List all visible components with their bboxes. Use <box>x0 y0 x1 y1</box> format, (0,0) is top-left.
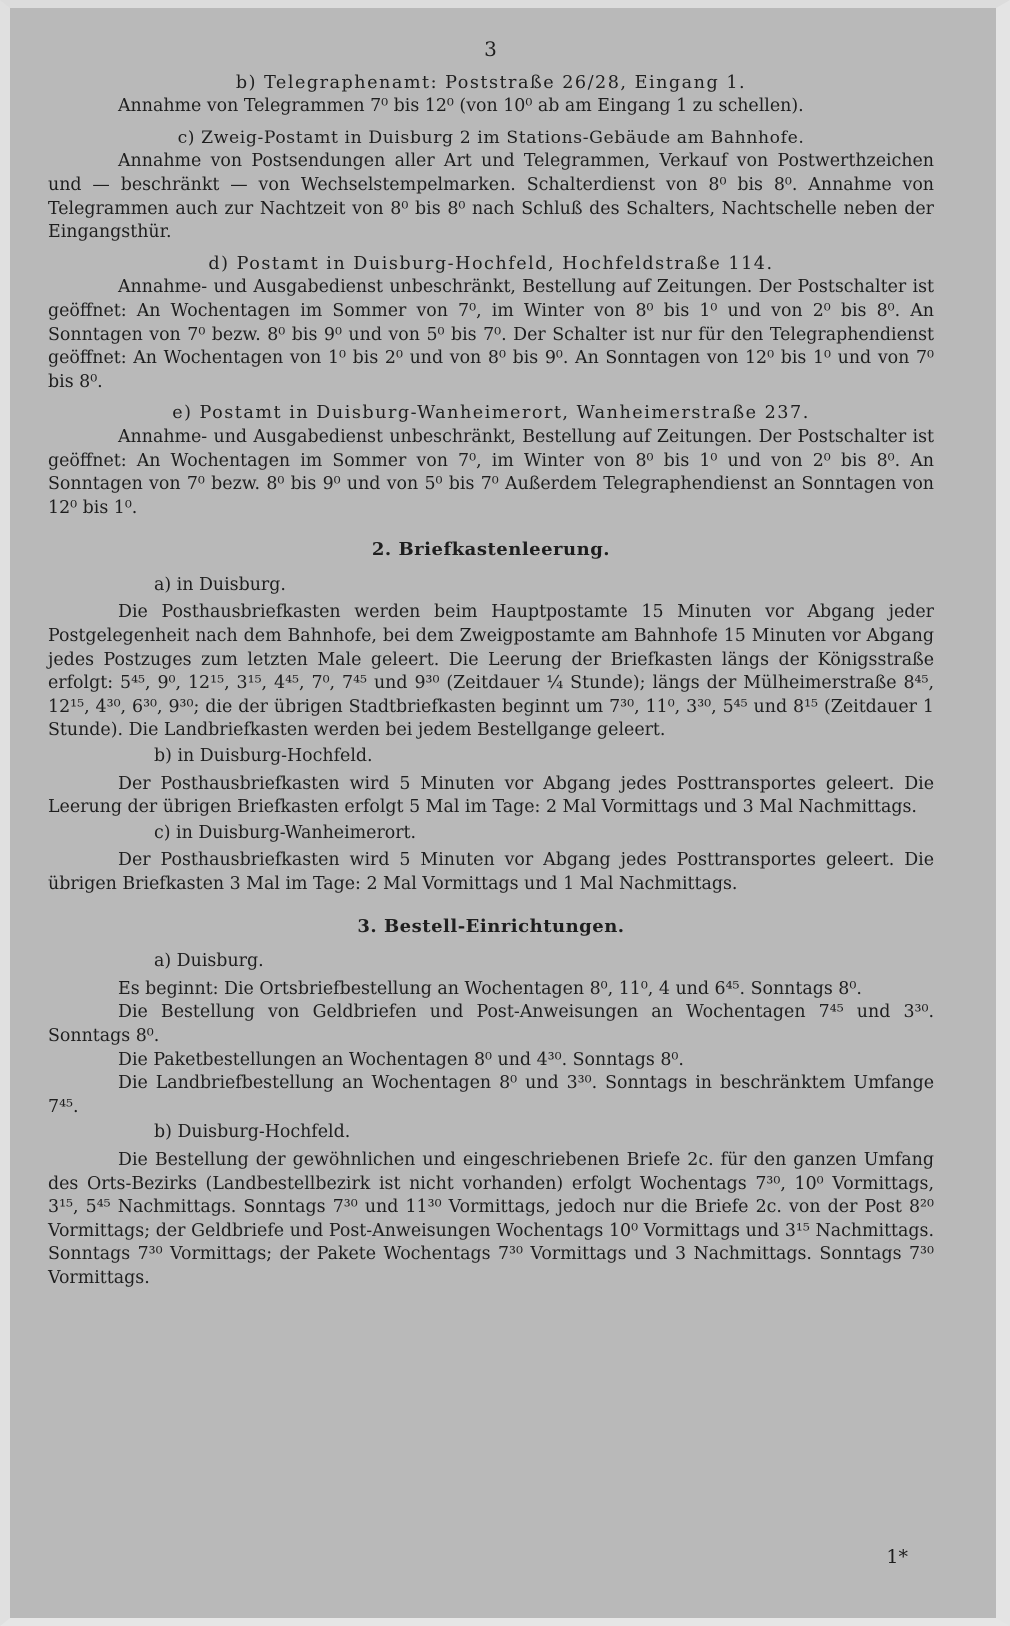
paragraph-paketbestellungen: Die Paketbestellungen an Wochentagen 8⁰ und 4³⁰. Sonntags 8⁰. <box>118 1049 684 1070</box>
paragraph-ortsbriefbestellung: Es beginnt: Die Ortsbriefbestellung an Wochentagen 8⁰, 11⁰, 4 und 6⁴⁵. Sonntags 8⁰. <box>118 978 862 999</box>
paragraph-geldbriefe: Die Bestellung von Geldbriefen und Post-Anweisungen an Wochentagen 7⁴⁵ und 3³⁰. Sonntags 8⁰. <box>48 1002 934 1046</box>
section-heading-briefkastenleerung: 2. Briefkastenleerung. <box>371 539 611 561</box>
label-in-duisburg-wanheimerort: c) in Duisburg-Wanheimerort. <box>154 822 417 843</box>
page-number: 3 <box>484 37 498 61</box>
paragraph-leerung-hochfeld: Der Posthausbriefkasten wird 5 Minuten vor Abgang jedes Posttransportes geleert. Die Leerung der übrigen Briefkasten erfolgt 5 Mal im Tage: 2 Mal Vormittags und 3 Mal Nachmittags. <box>48 773 934 818</box>
paragraph-bestellung-hochfeld: Die Bestellung der gewöhnlichen und eingeschriebenen Briefe 2c. für den ganzen Umfang des Orts-Bezirks (Landbestellbezirk ist nicht vorhanden) erfolgt Wochentags 7³⁰, 10⁰ Vormittags, 3¹⁵, 5⁴⁵ Nachmittags. Sonntags 7³⁰ und 11³⁰ Vormittags, jedoch nur die Briefe 2c. von der Post 8²⁰ Vormittags; der Geldbriefe und Post-Anweisungen Wochentags 10⁰ Vormittags und 3¹⁵ Nachmittags. Sonntags 7³⁰ Vormittags; der Pakete Wochentags 7³⁰ Vormittags und 3 Nachmittags. Sonntags 7³⁰ Vormittags. <box>48 1149 934 1288</box>
subhead-postamt-hochfeld: d) Postamt in Duisburg-Hochfeld, Hochfeldstraße 114. <box>208 253 774 274</box>
paragraph-telegraphenamt: Annahme von Telegrammen 7⁰ bis 12⁰ (von 10⁰ ab am Eingang 1 zu schellen). <box>118 96 804 117</box>
paragraph-landbriefbestellung: Die Landbriefbestellung an Wochentagen 8⁰ und 3³⁰. Sonntags in beschränktem Umfange 7⁴⁵. <box>48 1073 934 1117</box>
signature-mark: 1* <box>886 1546 908 1568</box>
page-content <box>48 38 934 1291</box>
label-duisburg: a) Duisburg. <box>154 951 264 972</box>
label-duisburg-hochfeld: b) Duisburg-Hochfeld. <box>154 1122 351 1143</box>
paragraph-postamt-wanheimerort: Annahme- und Ausgabedienst unbeschränkt, Bestellung auf Zeitungen. Der Postschalter ist geöffnet: An Wochentagen im Sommer von 7⁰, im Winter von 8⁰ bis 1⁰ und von 2⁰ bis 8⁰. An Sonntagen von 7⁰ bezw. 8⁰ bis 9⁰ und von 5⁰ bis 7⁰ Außerdem Telegraphendienst an Sonntagen von 12⁰ bis 1⁰. <box>48 426 934 518</box>
label-in-duisburg: a) in Duisburg. <box>154 574 286 595</box>
paragraph-leerung-duisburg: Die Posthausbriefkasten werden beim Hauptpostamte 15 Minuten vor Abgang jeder Postgelegenheit nach dem Bahnhofe, bei dem Zweigpostamte am Bahnhofe 15 Minuten vor Abgang jedes Postzuges zum letzten Male geleert. Die Leerung der Briefkasten längs der Königsstraße erfolgt: 5⁴⁵, 9⁰, 12¹⁵, 3¹⁵, 4⁴⁵, 7⁰, 7⁴⁵ und 9³⁰ (Zeitdauer ¼ Stunde); längs der Mülheimerstraße 8⁴⁵, 12¹⁵, 4³⁰, 6³⁰, 9³⁰; die der übrigen Stadtbriefkasten beginnt um 7³⁰, 11⁰, 3³⁰, 5⁴⁵ und 8¹⁵ (Zeitdauer 1 Stunde). Die Landbriefkasten werden bei jedem Bestellgange geleert. <box>48 602 934 741</box>
paragraph-leerung-wanheimerort: Der Posthausbriefkasten wird 5 Minuten vor Abgang jedes Posttransportes geleert. Die übrigen Briefkasten 3 Mal im Tage: 2 Mal Vormittags und 1 Mal Nachmittags. <box>48 850 934 894</box>
subhead-postamt-wanheimerort: e) Postamt in Duisburg-Wanheimerort, Wanheimerstraße 237. <box>172 403 810 424</box>
paragraph-zweig-postamt: Annahme von Postsendungen aller Art und Telegrammen, Verkauf von Postwerthzeichen und — beschränkt — von Wechselstempelmarken. Schalterdienst von 8⁰ bis 8⁰. Annahme von Telegrammen auch zur Nachtzeit von 8⁰ bis 8⁰ nach Schluß des Schalters, Nachtschelle neben der Eingangsthür. <box>48 151 934 243</box>
label-in-duisburg-hochfeld: b) in Duisburg-Hochfeld. <box>154 746 373 767</box>
subhead-zweig-postamt: c) Zweig-Postamt in Duisburg 2 im Stations-Gebäude am Bahnhofe. <box>177 127 805 148</box>
subhead-telegraphenamt: b) Telegraphenamt: Poststraße 26/28, Eingang 1. <box>235 72 747 93</box>
section-heading-bestell-einrichtungen: 3. Bestell-Einrichtungen. <box>357 915 625 937</box>
paragraph-postamt-hochfeld: Annahme- und Ausgabedienst unbeschränkt, Bestellung auf Zeitungen. Der Postschalter ist geöffnet: An Wochentagen im Sommer von 7⁰, im Winter von 8⁰ bis 1⁰ und von 2⁰ bis 8⁰. An Sonntagen von 7⁰ bezw. 8⁰ bis 9⁰ und von 5⁰ bis 7⁰. Der Schalter ist nur für den Telegraphendienst geöffnet: An Wochentagen von 1⁰ bis 2⁰ und von 8⁰ bis 9⁰. An Sonntagen von 12⁰ bis 1⁰ und von 7⁰ bis 8⁰. <box>48 277 934 392</box>
